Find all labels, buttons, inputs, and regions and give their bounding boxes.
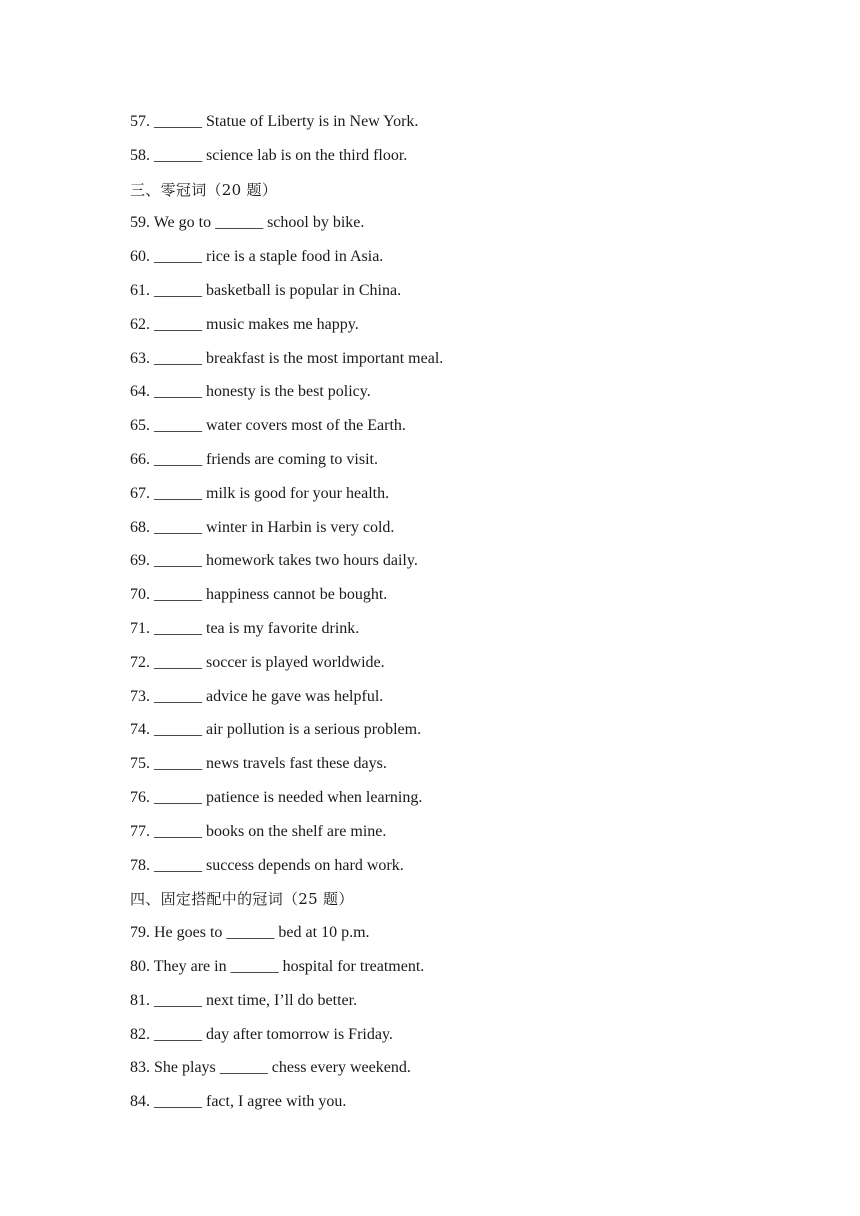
exercise-item-83: 83. She plays ______ chess every weekend. (130, 1059, 411, 1077)
exercise-item-80: 80. They are in ______ hospital for treatment. (130, 957, 425, 975)
exercise-item-72: 72. ______ soccer is played worldwide. (130, 653, 385, 671)
exercise-item-67: 67. ______ milk is good for your health. (130, 484, 390, 502)
exercise-item-61: 61. ______ basketball is popular in China. (130, 281, 402, 299)
exercise-item-59: 59. We go to ______ school by bike. (130, 214, 365, 232)
exercise-item-64: 64. ______ honesty is the best policy. (130, 383, 371, 401)
exercise-item-60: 60. ______ rice is a staple food in Asia. (130, 248, 384, 266)
exercise-item-74: 74. ______ air pollution is a serious problem. (130, 721, 422, 739)
exercise-item-70: 70. ______ happiness cannot be bought. (130, 586, 388, 604)
exercise-item-65: 65. ______ water covers most of the Earth. (130, 417, 406, 435)
exercise-item-82: 82. ______ day after tomorrow is Friday. (130, 1025, 393, 1043)
exercise-item-73: 73. ______ advice he gave was helpful. (130, 687, 384, 705)
exercise-item-81: 81. ______ next time, I’ll do better. (130, 991, 358, 1009)
exercise-item-77: 77. ______ books on the shelf are mine. (130, 822, 387, 840)
exercise-item-79: 79. He goes to ______ bed at 10 p.m. (130, 924, 370, 942)
exercise-item-75: 75. ______ news travels fast these days. (130, 755, 387, 773)
exercise-item-78: 78. ______ success depends on hard work. (130, 856, 404, 874)
exercise-item-71: 71. ______ tea is my favorite drink. (130, 619, 360, 637)
section-heading-zero-article: 三、零冠词（20 题） (130, 180, 278, 199)
exercise-item-62: 62. ______ music makes me happy. (130, 315, 359, 333)
section-heading-fixed-phrases: 四、固定搭配中的冠词（25 题） (130, 890, 354, 909)
exercise-item-57: 57. ______ Statue of Liberty is in New York. (130, 113, 419, 130)
exercise-item-58: 58. ______ science lab is on the third floor. (130, 146, 408, 164)
exercise-item-76: 76. ______ patience is needed when learning. (130, 788, 423, 806)
exercise-item-68: 68. ______ winter in Harbin is very cold. (130, 518, 395, 536)
exercise-item-63: 63. ______ breakfast is the most important meal. (130, 349, 444, 367)
exercise-item-69: 69. ______ homework takes two hours daily. (130, 552, 418, 570)
exercise-item-66: 66. ______ friends are coming to visit. (130, 450, 378, 468)
exercise-list (130, 110, 750, 1124)
exercise-item-84: 84. ______ fact, I agree with you. (130, 1093, 347, 1111)
